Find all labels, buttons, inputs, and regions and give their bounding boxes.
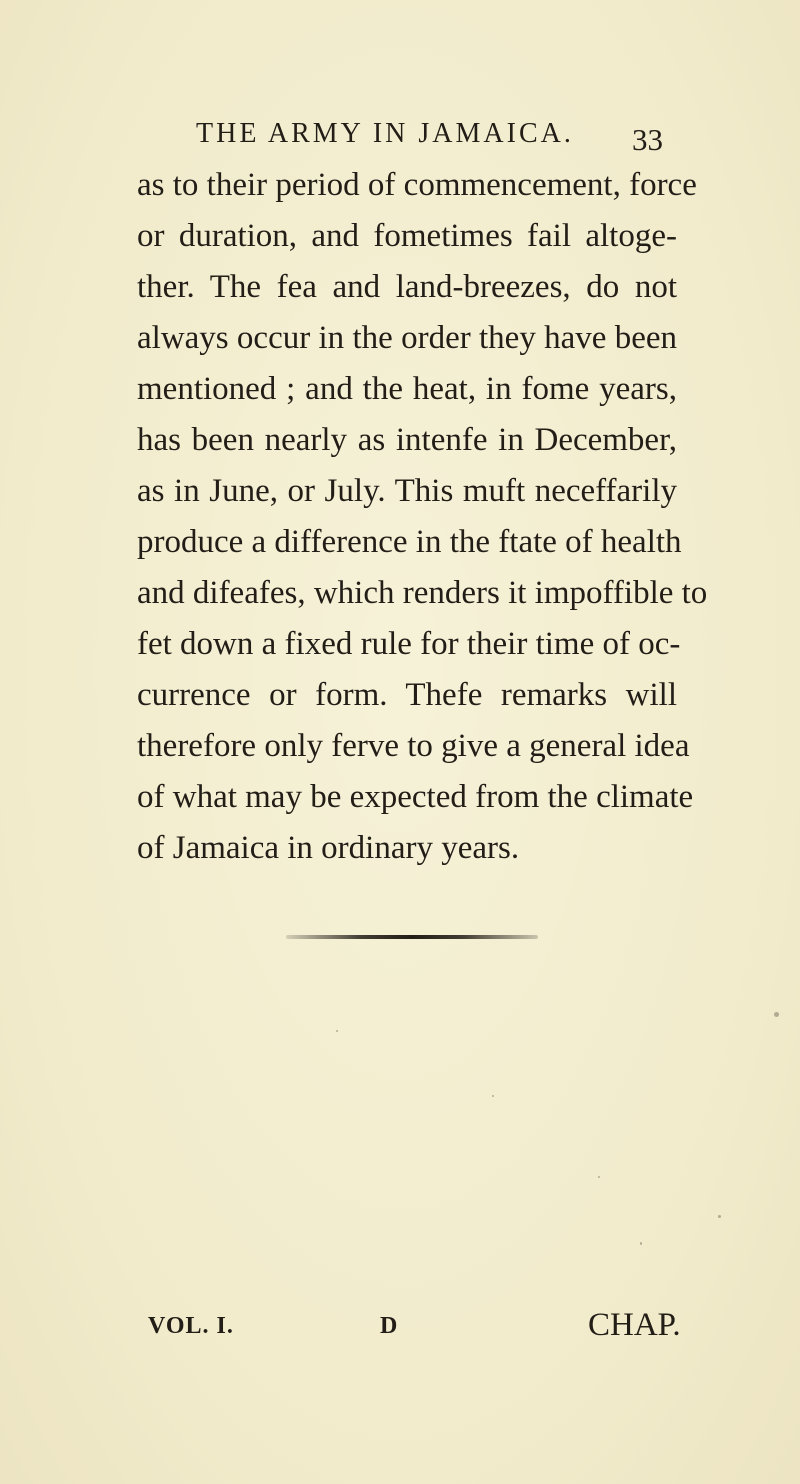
text-line: as to their period of commencement, force [137,167,697,203]
paper-speck [336,1030,338,1032]
text-line: therefore only ferve to give a general idea [137,728,690,764]
paper-speck [598,1176,600,1178]
running-head: THE ARMY IN JAMAICA. [196,118,574,149]
text-line: as in June, or July. This muft neceffarily [137,473,677,509]
text-line: ther. The fea and land-breezes, do not [137,269,677,305]
paper-speck [640,1242,642,1245]
text-line: of Jamaica in ordinary years. [137,830,520,866]
text-line: has been nearly as intenfe in December, [137,422,677,458]
text-line: of what may be expected from the climate [137,779,694,815]
text-line: and difeafes, which renders it impoffible to [137,575,708,611]
body-paragraph [137,160,708,874]
page-number: 33 [632,122,663,157]
text-line: produce a difference in the ftate of health [137,524,682,560]
text-line: always occur in the order they have been [137,320,677,356]
signature-mark: D [380,1313,398,1339]
paper-speck [774,1012,779,1017]
catchword: CHAP. [588,1307,681,1343]
paper-speck [492,1095,494,1097]
volume-signature: VOL. I. [148,1313,234,1339]
paper-speck [718,1215,721,1218]
text-line: fet down a fixed rule for their time of oc- [137,626,681,662]
text-line: mentioned ; and the heat, in fome years, [137,371,677,407]
section-divider-rule [286,935,538,939]
text-line: or duration, and fometimes fail altoge- [137,218,677,254]
page-footer [0,1307,800,1357]
text-line: currence or form. Thefe remarks will [137,677,677,713]
